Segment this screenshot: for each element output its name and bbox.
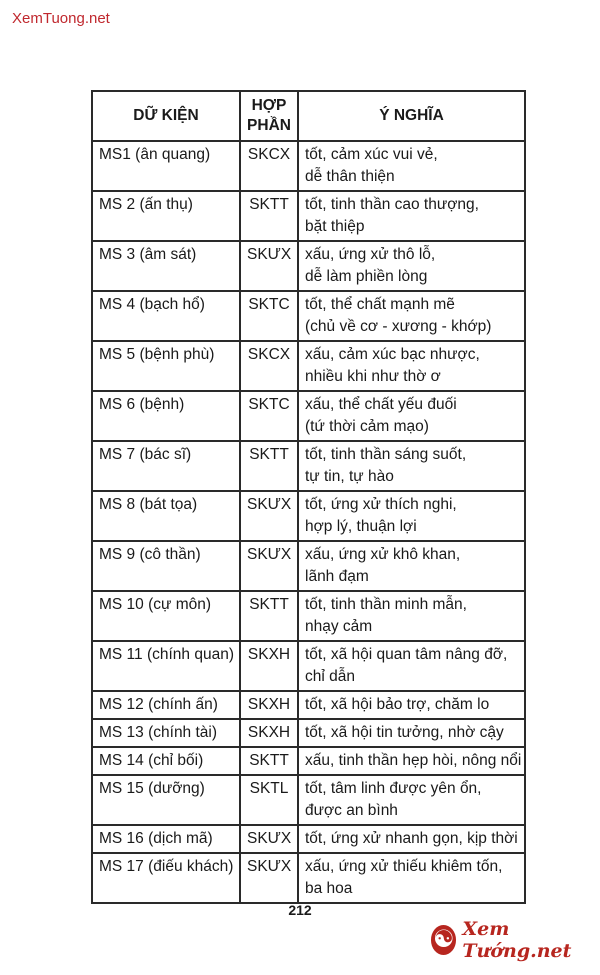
row-label: MS 17 (điếu khách) [92,853,240,903]
row-code: SKTC [240,391,298,441]
row-code: SKƯX [240,491,298,541]
yin-yang-icon: ☯ [432,926,455,953]
row-meaning [298,541,525,591]
meaning-table [91,90,526,904]
row-code: SKTT [240,591,298,641]
table-row [92,491,525,541]
row-meaning [298,191,525,241]
table-row [92,591,525,641]
meaning-line: tốt, xã hội tin tưởng, nhờ cậy [305,724,504,741]
row-label: MS 11 (chính quan) [92,641,240,691]
header-component-line1: HỢP [251,97,287,114]
table-row [92,719,525,747]
meaning-line: (tứ thời cảm mạo) [305,418,429,435]
table-row [92,391,525,441]
meaning-line: xấu, ứng xử thiếu khiêm tốn, [305,858,503,875]
row-meaning [298,441,525,491]
row-meaning [298,641,525,691]
row-meaning [298,719,525,747]
header-component-line2: PHẦN [247,117,291,134]
row-label: MS 2 (ấn thụ) [92,191,240,241]
table-row [92,775,525,825]
row-label: MS 5 (bệnh phù) [92,341,240,391]
meaning-line: nhạy cảm [305,618,373,635]
logo-text: Xem Tướng.net [462,918,572,962]
row-meaning [298,141,525,191]
row-code: SKƯX [240,241,298,291]
header-component [240,91,298,141]
table-row [92,691,525,719]
row-label: MS 7 (bác sĩ) [92,441,240,491]
row-meaning [298,341,525,391]
table-row [92,853,525,903]
row-meaning [298,775,525,825]
table-row [92,441,525,491]
row-code: SKXH [240,691,298,719]
row-code: SKTT [240,441,298,491]
row-meaning [298,591,525,641]
meaning-line: dễ thân thiện [305,168,395,185]
header-meaning: Ý NGHĨA [298,91,525,141]
meaning-line: tự tin, tự hào [305,468,394,485]
footer-logo[interactable] [431,920,600,960]
row-code: SKTT [240,191,298,241]
row-code: SKXH [240,641,298,691]
table-header-row [92,91,525,141]
meaning-line: tốt, thể chất mạnh mẽ [305,296,455,313]
meaning-line: dễ làm phiền lòng [305,268,428,285]
table-row [92,291,525,341]
row-code: SKCX [240,141,298,191]
site-header[interactable]: XemTuong.net [12,10,110,27]
meaning-line: hợp lý, thuận lợi [305,518,417,535]
meaning-line: tốt, xã hội quan tâm nâng đỡ, [305,646,508,663]
table-row [92,191,525,241]
meaning-line: ba hoa [305,880,353,897]
row-meaning [298,241,525,291]
meaning-line: bặt thiệp [305,218,365,235]
row-label: MS 14 (chỉ bối) [92,747,240,775]
row-meaning [298,491,525,541]
meaning-line: tốt, tâm linh được yên ổn, [305,780,482,797]
row-label: MS 9 (cô thần) [92,541,240,591]
meaning-line: xấu, tinh thần hẹp hòi, nông nổi [305,752,522,769]
row-code: SKTC [240,291,298,341]
row-meaning [298,825,525,853]
table-row [92,747,525,775]
row-label: MS 3 (âm sát) [92,241,240,291]
row-label: MS 10 (cự môn) [92,591,240,641]
meaning-line: tốt, ứng xử thích nghi, [305,496,457,513]
row-meaning [298,691,525,719]
row-meaning [298,853,525,903]
meaning-line: được an bình [305,802,398,819]
meaning-line: tốt, ứng xử nhanh gọn, kịp thời [305,830,518,847]
table-row [92,241,525,291]
row-meaning [298,391,525,441]
row-label: MS 13 (chính tài) [92,719,240,747]
table-row [92,141,525,191]
meaning-line: tốt, xã hội bảo trợ, chăm lo [305,696,490,713]
row-code: SKƯX [240,853,298,903]
meaning-line: tốt, tinh thần cao thượng, [305,196,479,213]
row-code: SKCX [240,341,298,391]
meaning-line: chỉ dẫn [305,668,355,685]
row-meaning [298,747,525,775]
meaning-line: xấu, thể chất yếu đuối [305,396,457,413]
meaning-line: tốt, tinh thần sáng suốt, [305,446,467,463]
meaning-line: lãnh đạm [305,568,369,585]
row-label: MS1 (ân quang) [92,141,240,191]
header-facts: DỮ KIỆN [92,91,240,141]
row-label: MS 12 (chính ấn) [92,691,240,719]
meaning-line: tốt, tinh thần minh mẫn, [305,596,467,613]
row-label: MS 8 (bát tọa) [92,491,240,541]
row-code: SKTT [240,747,298,775]
row-code: SKƯX [240,541,298,591]
meaning-line: nhiều khi như thờ ơ [305,368,441,385]
row-label: MS 16 (dịch mã) [92,825,240,853]
table-body [92,141,525,903]
row-label: MS 4 (bạch hổ) [92,291,240,341]
row-code: SKƯX [240,825,298,853]
table-row [92,341,525,391]
meaning-line: xấu, cảm xúc bạc nhược, [305,346,480,363]
table-row [92,825,525,853]
row-meaning [298,291,525,341]
meaning-line: (chủ về cơ - xương - khớp) [305,318,492,335]
row-label: MS 15 (dưỡng) [92,775,240,825]
meaning-line: tốt, cảm xúc vui vẻ, [305,146,438,163]
row-code: SKXH [240,719,298,747]
row-code: SKTL [240,775,298,825]
table-row [92,641,525,691]
meaning-line: xấu, ứng xử thô lỗ, [305,246,436,263]
row-label: MS 6 (bệnh) [92,391,240,441]
meaning-line: xấu, ứng xử khô khan, [305,546,461,563]
table-row [92,541,525,591]
page-number: 212 [288,902,312,918]
